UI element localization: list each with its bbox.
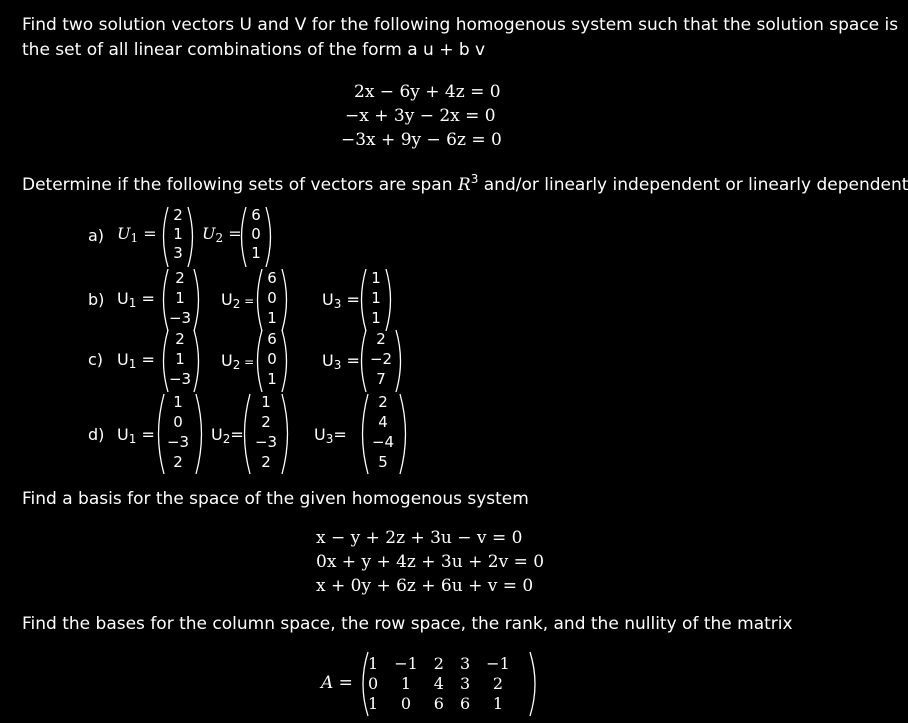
matrix-cell: 2	[433, 654, 444, 673]
matrix-cell: 1	[368, 694, 379, 713]
system-1-eq-2: −x + 3y − 2x = 0	[345, 106, 496, 126]
matrix-grid	[368, 654, 510, 714]
matrix-cell: 1	[492, 694, 504, 713]
matrix-question: Find the bases for the column space, the row space, the rank, and the nullity of the matrix	[22, 614, 793, 634]
matrix-cell: 1	[400, 674, 412, 693]
system-2-eq-3: x + 0y + 6z + 6u + v = 0	[316, 576, 534, 596]
system-1	[341, 80, 502, 152]
part-d-u3-name: $U_3=$	[314, 425, 347, 446]
matrix-cell: 2	[492, 674, 504, 693]
matrix-cell: 6	[459, 694, 471, 713]
system-1-eq-1: 2x − 6y + 4z = 0	[354, 82, 501, 102]
part-d-u1-values: 1 0 −3 2	[166, 393, 190, 471]
matrix-name: A =	[321, 673, 353, 693]
matrix-cell: −1	[486, 654, 510, 673]
part-c-u2-values: 6 0 1	[267, 330, 277, 388]
span-question-after: and/or linearly independent or linearly dependent	[478, 175, 908, 195]
part-b-u3-values: 1 1 1	[371, 269, 381, 327]
part-b-u1-name: $U_1$ =	[117, 289, 155, 310]
part-a-u1-values: 2 1 3	[173, 206, 183, 262]
part-b-u2-values: 6 0 1	[267, 269, 277, 327]
part-a-u2-name: $U_2$ =	[202, 224, 242, 245]
part-c-u1-values: 2 1 −3	[168, 330, 192, 388]
span-question	[22, 167, 908, 197]
part-a-label: a)	[88, 226, 105, 245]
part-a-u1-name: $U_1$ =	[117, 224, 157, 245]
part-c-label: c)	[88, 350, 104, 369]
span-question-r: R	[457, 175, 471, 195]
matrix-cell: 4	[433, 674, 444, 693]
intro-line-1: Find two solution vectors U and V for the following homogenous system such that the solution space is	[22, 15, 899, 35]
system-2-eq-2: 0x + y + 4z + 3u + 2v = 0	[316, 552, 545, 572]
part-b-u1-values: 2 1 −3	[168, 269, 192, 327]
matrix-cell: 0	[368, 674, 379, 693]
part-d-u2-name: $U_2=$	[211, 425, 244, 446]
span-question-before: Determine if the following sets of vectors are span	[22, 175, 458, 195]
matrix-cell: −1	[394, 654, 418, 673]
part-c-u1-name: $U_1$ =	[117, 350, 155, 371]
part-b-label: b)	[88, 290, 105, 309]
span-question-exp: 3	[470, 172, 479, 186]
basis-question: Find a basis for the space of the given homogenous system	[22, 489, 529, 509]
matrix-cell: 3	[459, 674, 471, 693]
part-b-u3-name: $U_3$ =	[322, 290, 360, 311]
intro-line-2: the set of all linear combinations of the form a u + b v	[22, 40, 486, 60]
part-c-u3-values: 2 −2 7	[369, 330, 393, 388]
part-d-u3-values: 2 4 −4 5	[371, 393, 395, 471]
system-2	[316, 526, 544, 598]
part-a-u2-values: 6 0 1	[251, 206, 261, 262]
matrix-cell: 6	[433, 694, 444, 713]
part-d-u1-name: $U_1$ =	[117, 425, 155, 446]
part-c-u3-name: $U_3$ =	[322, 351, 360, 372]
matrix-cell: 3	[459, 654, 471, 673]
matrix-cell: 0	[400, 694, 412, 713]
part-b-u2-name: $U_2$ =	[221, 290, 255, 311]
system-1-eq-3: −3x + 9y − 6z = 0	[341, 130, 502, 150]
part-c-u2-name: $U_2$ =	[221, 351, 255, 372]
part-d-u2-values: 1 2 −3 2	[254, 393, 278, 471]
system-2-eq-1: x − y + 2z + 3u − v = 0	[316, 528, 523, 548]
part-d-label: d)	[88, 425, 105, 444]
matrix-cell: 1	[368, 654, 379, 673]
